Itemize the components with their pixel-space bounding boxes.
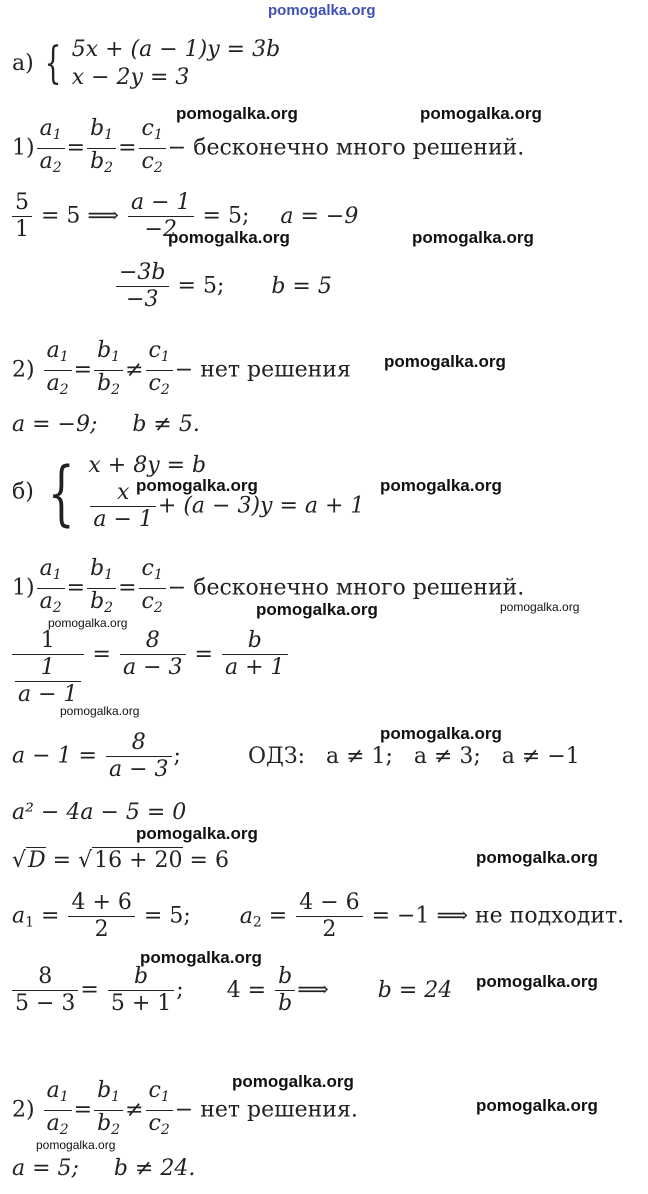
step-text: − нет решения. — [174, 1097, 358, 1123]
step-label: 2) — [12, 1097, 35, 1123]
system-brace: { — [47, 451, 75, 534]
watermark-top: pomogalka.org — [268, 2, 376, 19]
complex-frac: $\frac{1}{\frac{1}{a - 1}}$ — [12, 628, 84, 708]
ratio-a: $\frac{a_1}{a_2}$ — [37, 116, 65, 181]
ratio-b: $\frac{b_1}{b_2}$ — [87, 116, 116, 181]
watermark: pomogalka.org — [136, 476, 258, 495]
watermark: pomogalka.org — [384, 352, 506, 371]
part-a-final: a = −9; b ≠ 5. — [12, 412, 200, 437]
part-b-step2: 2) $\frac{a_1}{a_2}$ = $\frac{b_1}{b_2}$ ≠ $\frac{c_1}{c_2}$ − нет решения. — [12, 1078, 358, 1143]
eq-text: = 5; — [202, 203, 250, 229]
odz: ОДЗ: a ≠ 1; a ≠ 3; a ≠ −1 — [247, 743, 580, 769]
part-b-ratios: $\frac{1}{\frac{1}{a - 1}}$ = $\frac{8}{a - 3}$ = $\frac{b}{a + 1}$ — [10, 628, 290, 708]
a-result: a = −9 — [280, 203, 359, 229]
root1-frac: $\frac{4 + 6}{2}$ — [68, 890, 134, 943]
quadratic: a² − 4a − 5 = 0 — [12, 800, 187, 825]
b-frac2: $\frac{b}{5 + 1}$ — [108, 964, 174, 1017]
part-b-final: a = 5; b ≠ 24. — [12, 1156, 196, 1181]
watermark: pomogalka.org — [36, 1138, 116, 1152]
watermark: pomogalka.org — [412, 228, 534, 247]
system-brace: { — [44, 38, 62, 89]
part-a-eq1: 5x + (a − 1)y = 3b — [71, 37, 281, 62]
step-label: 1) — [12, 575, 35, 601]
ratio-c: $\frac{c_1}{c_2}$ — [139, 116, 166, 181]
b-frac1: $\frac{8}{5 - 3}$ — [12, 964, 78, 1017]
ratio-a: $\frac{a_1}{a_2}$ — [44, 1078, 72, 1143]
watermark: pomogalka.org — [176, 104, 298, 123]
part-b-system — [12, 452, 364, 533]
eq-frac: $\frac{8}{a - 3}$ — [106, 730, 172, 783]
discriminant: √D = √16 + 20 = 6 — [12, 848, 229, 873]
part-a-step1: 1) $\frac{a_1}{a_2}$ = $\frac{b_1}{b_2}$ = $\frac{c_1}{c_2}$ − бесконечно много решений. — [12, 116, 524, 181]
part-a-system — [12, 36, 280, 92]
b-result: b = 5 — [271, 273, 332, 299]
watermark: pomogalka.org — [256, 600, 378, 619]
roots: $a_1$ = $\frac{4 + 6}{2}$ = 5; $a_2$ = $\frac{4 - 6}{2}$ = −1 ⟹ не подходит. — [12, 890, 625, 942]
ratio-c: $\frac{c_1}{c_2}$ — [146, 338, 173, 403]
step-text: − нет решения — [174, 357, 351, 383]
eq-text: = 5 ⟹ — [41, 203, 119, 229]
watermark: pomogalka.org — [168, 228, 290, 247]
ratio-b: $\frac{b_1}{b_2}$ — [94, 338, 123, 403]
watermark: pomogalka.org — [380, 724, 502, 743]
root2-frac: $\frac{4 - 6}{2}$ — [296, 890, 362, 943]
b-calc: $\frac{8}{5 - 3}$ = $\frac{b}{5 + 1}$ ; 4 = $\frac{b}{b}$ ⟹ b = 24 — [10, 964, 452, 1017]
ratio-a: $\frac{a_1}{a_2}$ — [37, 556, 65, 621]
part-a-calc-b — [114, 260, 332, 313]
ratio-frac: $\frac{8}{a - 3}$ — [120, 628, 186, 681]
ratio-a: $\frac{a_1}{a_2}$ — [44, 338, 72, 403]
part-b-equation: a − 1 = $\frac{8}{a - 3}$ ; ОДЗ: a ≠ 1; a ≠ 3; a ≠ −1 — [12, 730, 580, 782]
ratio-frac: $\frac{b}{a + 1}$ — [222, 628, 288, 681]
watermark: pomogalka.org — [476, 848, 598, 867]
ratio-b: $\frac{b_1}{b_2}$ — [94, 1078, 123, 1143]
part-a-step2: 2) $\frac{a_1}{a_2}$ = $\frac{b_1}{b_2}$ ≠ $\frac{c_1}{c_2}$ − нет решения — [12, 338, 351, 403]
ratio-b: $\frac{b_1}{b_2}$ — [87, 556, 116, 621]
watermark: pomogalka.org — [420, 104, 542, 123]
eq-text: a − 1 = — [12, 743, 97, 769]
part-a-calc-a — [10, 190, 358, 243]
eq-text: = 5; — [177, 273, 225, 299]
step-text: − бесконечно много решений. — [167, 575, 525, 601]
step-text: − бесконечно много решений. — [167, 135, 525, 161]
watermark: pomogalka.org — [232, 1072, 354, 1091]
watermark: pomogalka.org — [48, 616, 128, 630]
part-b-eq2: $\frac{x}{a - 1}$ + (a − 3)y = a + 1 — [88, 480, 364, 533]
ratio-c: $\frac{c_1}{c_2}$ — [139, 556, 166, 621]
b-frac3: $\frac{b}{b}$ — [275, 964, 295, 1017]
step-label: 2) — [12, 357, 35, 383]
frac-a-minus-1: $\frac{a - 1}{-2}$ — [128, 190, 194, 243]
watermark: pomogalka.org — [136, 824, 258, 843]
frac-5-1: $\frac{5}{1}$ — [12, 190, 32, 243]
watermark: pomogalka.org — [380, 476, 502, 495]
watermark: pomogalka.org — [476, 972, 598, 991]
part-a-label: а) — [12, 51, 34, 76]
part-b-eq1: x + 8y = b — [88, 453, 207, 478]
part-b-label: б) — [12, 479, 34, 505]
step-label: 1) — [12, 135, 35, 161]
watermark: pomogalka.org — [140, 948, 262, 967]
part-b-step1: 1) $\frac{a_1}{a_2}$ = $\frac{b_1}{b_2}$ = $\frac{c_1}{c_2}$ − бесконечно много решений. — [12, 556, 524, 621]
part-a-eq2: x − 2y = 3 — [71, 65, 190, 90]
frac-3b: $\frac{-3b}{-3}$ — [116, 260, 169, 313]
watermark: pomogalka.org — [500, 600, 580, 614]
watermark: pomogalka.org — [60, 704, 140, 718]
watermark: pomogalka.org — [476, 1096, 598, 1115]
ratio-c: $\frac{c_1}{c_2}$ — [146, 1078, 173, 1143]
